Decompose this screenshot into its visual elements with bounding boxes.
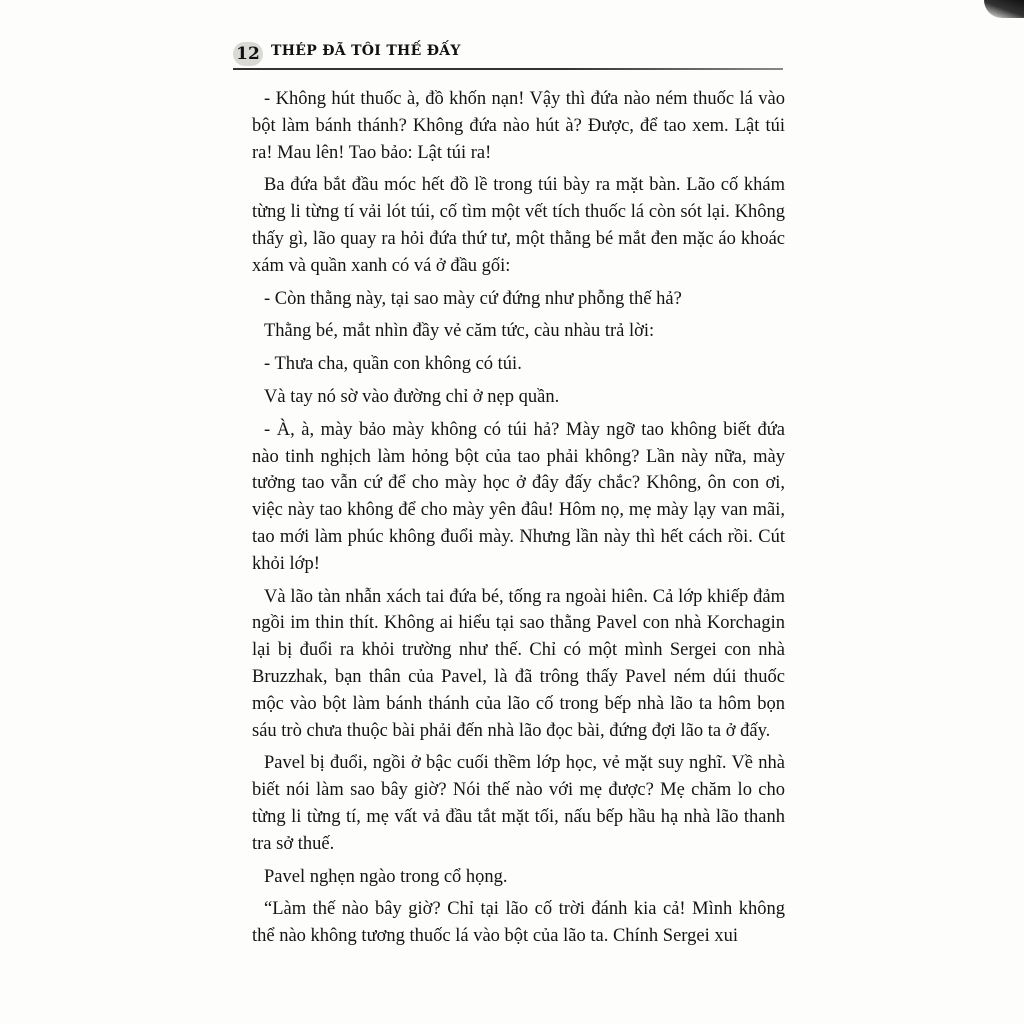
page-corner-shadow	[984, 0, 1024, 18]
paragraph: Pavel nghẹn ngào trong cổ họng.	[264, 866, 508, 887]
body-text	[252, 86, 785, 956]
page-number: 12	[233, 42, 263, 66]
page-header	[233, 40, 783, 70]
paragraph: Và lão tàn nhẫn xách tai đứa bé, tống ra ngoài hiên. Cả lớp khiếp đảm ngồi im thin thít. Không ai hiểu tại sao thằng Pavel con nhà Korchagin lại bị đuổi ra khỏi trường như thế. Chỉ có một mình Sergei con nhà Bruzzhak, bạn thân của Pavel, là đã trông thấy Pavel ném dúi thuốc mộc vào bột làm bánh thánh của lão cố trong bếp nhà lão ta hôm bọn sáu trò chưa thuộc bài phải đến nhà lão đọc bài, đứng đợi lão ta ở đấy.	[252, 586, 785, 741]
paragraph: “Làm thế nào bây giờ? Chỉ tại lão cố trời đánh kia cả! Mình không thể nào không tương thuốc lá vào bột của lão ta. Chính Sergei xui	[252, 899, 785, 947]
paragraph: Thằng bé, mắt nhìn đầy vẻ căm tức, càu nhàu trả lời:	[264, 321, 655, 342]
header-rule	[233, 68, 783, 70]
paragraph: Pavel bị đuổi, ngồi ở bậc cuối thềm lớp học, vẻ mặt suy nghĩ. Về nhà biết nói làm sao bây giờ? Nói thế nào với mẹ được? Mẹ chăm lo cho từng li từng tí, mẹ vất vả đầu tắt mặt tối, nấu bếp hầu hạ nhà lão thanh tra sở thuế.	[252, 753, 785, 854]
paragraph: - À, à, mày bảo mày không có túi hả? Mày ngỡ tao không biết đứa nào tinh nghịch làm hỏng bột của tao phải không? Lần này nữa, mày tưởng tao vẫn cứ để cho mày học ở đây đấy chắc? Không, ôn con ơi, việc này tao không để cho mày yên đâu! Hôm nọ, mẹ mày lạy van mãi, tao mới làm phúc không đuổi mày. Nhưng lần này thì hết cách rồi. Cút khỏi lớp!	[252, 419, 785, 574]
paragraph: Ba đứa bắt đầu móc hết đồ lề trong túi bày ra mặt bàn. Lão cố khám từng li từng tí vải lót túi, cố tìm một vết tích thuốc lá còn sót lại. Không thấy gì, lão quay ra hỏi đứa thứ tư, một thằng bé mắt đen mặc áo khoác xám và quần xanh có vá ở đầu gối:	[252, 175, 785, 276]
running-title: THÉP ĐÃ TÔI THẾ ĐẤY	[271, 43, 461, 59]
paragraph: - Thưa cha, quần con không có túi.	[264, 354, 522, 375]
paragraph: - Còn thằng này, tại sao mày cứ đứng như phỗng thế hả?	[264, 288, 682, 309]
paragraph: - Không hút thuốc à, đồ khốn nạn! Vậy thì đứa nào ném thuốc lá vào bột làm bánh thánh? Không đứa nào hút à? Được, để tao xem. Lật túi ra! Mau lên! Tao bảo: Lật túi ra!	[252, 89, 785, 163]
paragraph: Và tay nó sờ vào đường chỉ ở nẹp quần.	[264, 386, 560, 407]
